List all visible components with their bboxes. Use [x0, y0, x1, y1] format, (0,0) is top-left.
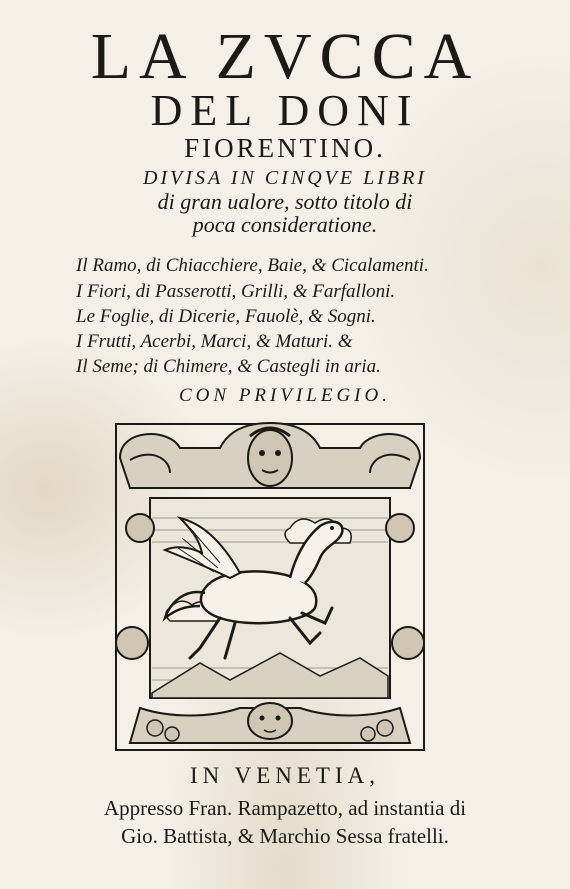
subtitle-line-2: poca consideratione.	[192, 212, 378, 237]
title-line-2: DEL DONI	[150, 86, 420, 135]
subtitle-line-1: di gran ualore, sotto titolo di	[157, 189, 413, 214]
title-line-3: FIORENTINO.	[184, 133, 386, 163]
pegasus-woodcut-emblem-icon	[110, 418, 430, 756]
imprint-publishers: Gio. Battista, & Marchio Sessa fratelli.	[121, 824, 449, 848]
imprint-printer: Appresso Fran. Rampazetto, ad instantia di	[103, 796, 467, 820]
imprint-place: IN VENETIA,	[190, 763, 380, 788]
part-frutti: I Frutti, Acerbi, Marci, & Maturi. &	[76, 331, 353, 352]
privilegio-line: CON PRIVILEGIO.	[179, 385, 391, 406]
part-seme: Il Seme; di Chimere, & Castegli in aria.	[76, 356, 381, 377]
title-line-1: LA ZVCCA	[90, 20, 480, 93]
part-ramo: Il Ramo, di Chiacchiere, Baie, & Cicalamenti.	[76, 255, 429, 276]
divisa-line: DIVISA IN CINQVE LIBRI	[143, 167, 427, 189]
part-foglie: Le Foglie, di Dicerie, Fauolè, & Sogni.	[76, 306, 376, 327]
part-fiori: I Fiori, di Passerotti, Grilli, & Farfalloni.	[76, 281, 396, 302]
